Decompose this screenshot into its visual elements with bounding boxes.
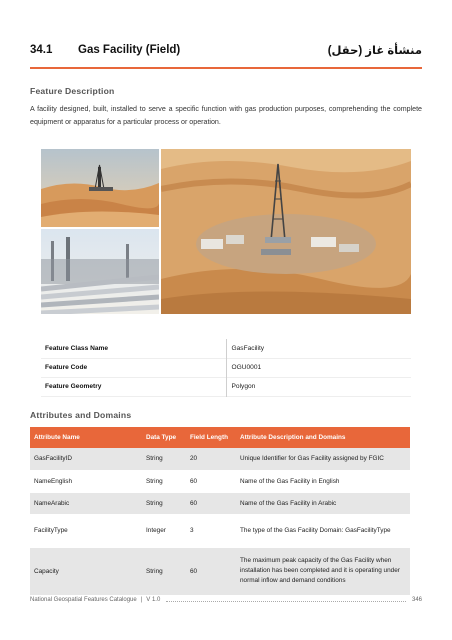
desert-rig-photo <box>41 149 159 227</box>
info-value: OGU0001 <box>226 358 411 377</box>
attr-description: Name of the Gas Facility in Arabic <box>236 492 410 514</box>
table-row <box>30 448 410 470</box>
attr-type: String <box>142 448 186 470</box>
attr-type: String <box>142 547 186 595</box>
table-row <box>41 377 411 396</box>
info-key: Feature Code <box>45 364 88 371</box>
header-divider <box>30 67 422 69</box>
gas-plant-photo <box>41 229 159 314</box>
feature-description-text: A facility designed, built, installed to serve a specific function with gas production purposes, comprehending the complete equipment or apparatus for a particular process or operation. <box>30 105 422 126</box>
page-footer <box>30 597 422 603</box>
attr-name: Capacity <box>30 547 142 595</box>
footer-leader-dots <box>166 598 406 602</box>
attr-description: Name of the Gas Facility in English <box>236 470 410 492</box>
footer-catalogue: National Geospatial Features Catalogue <box>30 597 137 603</box>
column-header: Attribute Description and Domains <box>236 427 410 448</box>
column-header: Field Length <box>186 427 236 448</box>
attr-length: 20 <box>186 448 236 470</box>
attributes-heading: Attributes and Domains <box>30 410 132 420</box>
info-value: Polygon <box>226 377 411 396</box>
section-number: 34.1 <box>30 44 53 56</box>
attr-length: 60 <box>186 492 236 514</box>
info-key: Feature Geometry <box>45 383 102 390</box>
table-header-row <box>30 427 410 448</box>
attr-length: 3 <box>186 514 236 547</box>
attr-name: NameEnglish <box>30 470 142 492</box>
attr-description: The maximum peak capacity of the Gas Facility when installation has been completed and it is operating under normal inflow and demand conditions <box>236 547 410 595</box>
table-row <box>41 358 411 377</box>
photo-collage <box>41 149 411 314</box>
footer-separator: | <box>140 597 143 603</box>
feature-info-table <box>41 339 411 397</box>
aerial-drilling-site-photo <box>161 149 411 314</box>
table-row <box>30 514 410 547</box>
section-title-arabic: منشأة غاز (حقل) <box>327 45 422 57</box>
table-row <box>30 492 410 514</box>
attr-name: GasFacilityID <box>30 448 142 470</box>
column-header: Attribute Name <box>30 427 142 448</box>
table-row <box>30 470 410 492</box>
attr-description: Unique Identifier for Gas Facility assigned by FGIC <box>236 448 410 470</box>
attr-description: The type of the Gas Facility Domain: GasFacilityType <box>236 514 410 547</box>
table-row <box>30 547 410 595</box>
attr-name: NameArabic <box>30 492 142 514</box>
attributes-table <box>30 427 410 596</box>
section-title: Gas Facility (Field) <box>78 44 181 56</box>
footer-version: V 1.0 <box>146 597 161 603</box>
attr-length: 60 <box>186 547 236 595</box>
section-header <box>30 40 422 60</box>
table-row <box>41 339 411 358</box>
feature-description-heading: Feature Description <box>30 86 115 96</box>
attr-name: FacilityType <box>30 514 142 547</box>
attr-type: String <box>142 470 186 492</box>
info-key: Feature Class Name <box>45 344 109 352</box>
attr-length: 60 <box>186 470 236 492</box>
info-value: GasFacility <box>226 339 411 358</box>
attr-type: Integer <box>142 514 186 547</box>
footer-page-number: 346 <box>411 597 422 603</box>
attr-type: String <box>142 492 186 514</box>
column-header: Data Type <box>142 427 186 448</box>
